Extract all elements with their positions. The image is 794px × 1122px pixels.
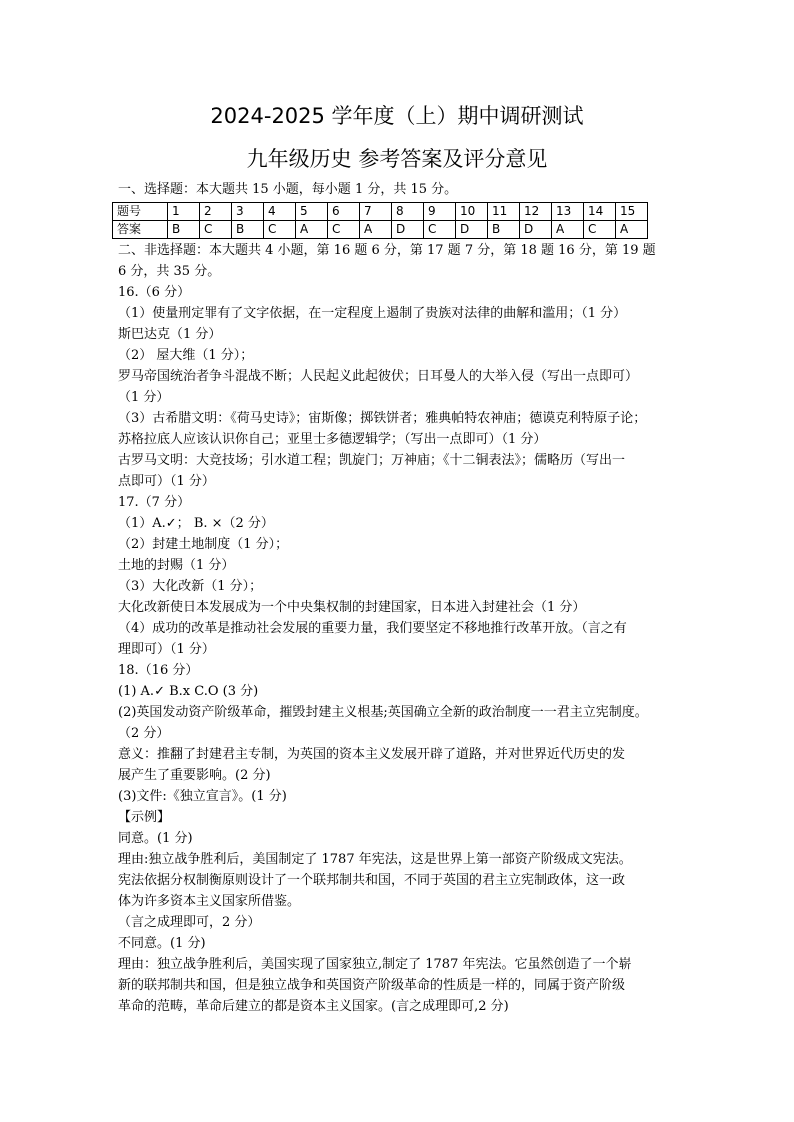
section-two-heading: 二、非选择题：本大题共 4 小题，第 16 题 6 分，第 17 题 7 分，第 18 题 16 分，第 19 题	[118, 243, 656, 258]
answer-cell: B	[232, 221, 264, 239]
question-number: 2	[200, 203, 232, 221]
answer-line: 宪法依据分权制衡原则设计了一个联邦制共和国，不同于英国的君主立宪制政体，这一政	[118, 873, 626, 888]
document-title: 2024-2025 学年度（上）期中调研测试	[210, 104, 584, 128]
answer-line: (2)英国发动资产阶级革命，摧毁封建主义根基;英国确立全新的政治制度一一君主立宪制度。	[118, 705, 648, 720]
answer-cell: B	[168, 221, 200, 239]
question-number: 5	[296, 203, 328, 221]
answer-line: （1 分）	[118, 390, 170, 405]
answer-cell: B	[488, 221, 520, 239]
answer-cell: C	[424, 221, 456, 239]
answer-cell: D	[392, 221, 424, 239]
answer-line: （4）成功的改革是推动社会发展的重要力量，我们要坚定不移地推行改革开放。（言之有	[118, 621, 627, 636]
answer-cell: D	[520, 221, 552, 239]
answer-line: 土地的封赐（1 分）	[118, 558, 235, 573]
question-number: 13	[552, 203, 584, 221]
question-number: 15	[616, 203, 648, 221]
answer-row	[113, 221, 648, 239]
question-number: 11	[488, 203, 520, 221]
answer-line: （2 分）	[118, 726, 170, 741]
answer-line: 新的联邦制共和国，但是独立战争和英国资产阶级革命的性质是一样的，同属于资产阶级	[118, 978, 626, 993]
answer-line: 不同意。(1 分)	[118, 936, 206, 951]
answer-table	[112, 202, 648, 239]
question-number: 12	[520, 203, 552, 221]
answer-line: （3）大化改新（1 分）；	[118, 579, 263, 594]
answer-cell: A	[296, 221, 328, 239]
question-number: 14	[584, 203, 616, 221]
question-16-heading: 16.（6 分）	[118, 285, 191, 300]
question-number: 3	[232, 203, 264, 221]
answer-line: 理由：独立战争胜利后，美国实现了国家独立,制定了 1787 年宪法。它虽然创造了一个崭	[118, 957, 632, 972]
answer-line: 大化改新使日本发展成为一个中央集权制的封建国家，日本进入封建社会（1 分）	[118, 600, 586, 615]
question-number-row	[113, 203, 648, 221]
answer-line: 理由:独立战争胜利后，美国制定了 1787 年宪法，这是世界上第一部资产阶级成文宪法。	[118, 852, 632, 867]
answer-cell: A	[360, 221, 392, 239]
answer-line: 革命的范畴，革命后建立的都是资本主义国家。(言之成理即可,2 分)	[118, 999, 509, 1014]
section-one-heading: 一、选择题：本大题共 15 小题，每小题 1 分，共 15 分。	[118, 182, 458, 197]
answer-line: 罗马帝国统治者争斗混战不断；人民起义此起彼伏；日耳曼人的大举入侵（写出一点即可）	[118, 369, 639, 384]
row-label-numbers: 题号	[113, 203, 168, 221]
question-number: 7	[360, 203, 392, 221]
row-label-answers: 答案	[113, 221, 168, 239]
question-number: 10	[456, 203, 488, 221]
answer-line: 古罗马文明：大竞技场；引水道工程；凯旋门；万神庙；《十二铜表法》；儒略历（写出一	[118, 453, 626, 468]
section-two-heading-cont: 6 分，共 35 分。	[118, 264, 221, 279]
answer-line: 理即可）（1 分）	[118, 642, 215, 657]
question-18-heading: 18.（16 分）	[118, 663, 199, 678]
answer-line: 点即可）（1 分）	[118, 474, 215, 489]
answer-line: （1）A.✓； B. ×（2 分）	[118, 516, 274, 531]
answer-cell: C	[584, 221, 616, 239]
answer-cell: D	[456, 221, 488, 239]
answer-cell: A	[552, 221, 584, 239]
answer-line: （2） 屋大维（1 分）；	[118, 348, 254, 363]
answer-line: (3)文件:《独立宣言》。(1 分)	[118, 789, 287, 804]
answer-line: 意义：推翻了封建君主专制，为英国的资本主义发展开辟了道路，并对世界近代历史的发	[118, 747, 626, 762]
question-number: 9	[424, 203, 456, 221]
question-number: 1	[168, 203, 200, 221]
answer-cell: A	[616, 221, 648, 239]
answer-line: 斯巴达克（1 分）	[118, 327, 222, 342]
answer-line: （1）使量刑定罪有了文字依据，在一定程度上遏制了贵族对法律的曲解和滥用；（1 分）	[118, 306, 627, 321]
answer-cell: C	[328, 221, 360, 239]
answer-line: （言之成理即可，2 分）	[118, 915, 261, 930]
answer-line: 同意。(1 分)	[118, 831, 193, 846]
answer-line: （2）封建土地制度（1 分）；	[118, 537, 289, 552]
answer-cell: C	[264, 221, 296, 239]
question-number: 4	[264, 203, 296, 221]
answer-line: 苏格拉底人应该认识你自己；亚里士多德逻辑学；（写出一点即可）（1 分）	[118, 432, 547, 447]
answer-line: （3）古希腊文明：《荷马史诗》；宙斯像；掷铁饼者；雅典帕特农神庙；德谟克利特原子论；	[118, 411, 647, 426]
question-number: 6	[328, 203, 360, 221]
document-subtitle: 九年级历史 参考答案及评分意见	[246, 147, 548, 171]
question-17-heading: 17.（7 分）	[118, 495, 191, 510]
answer-line: 展产生了重要影响。(2 分)	[118, 768, 271, 783]
answer-line: 体为许多资本主义国家所借鉴。	[118, 894, 301, 909]
answer-cell: C	[200, 221, 232, 239]
example-heading: 【示例】	[118, 810, 171, 825]
question-number: 8	[392, 203, 424, 221]
answer-line: (1) A.✓ B.x C.O (3 分)	[118, 684, 259, 699]
